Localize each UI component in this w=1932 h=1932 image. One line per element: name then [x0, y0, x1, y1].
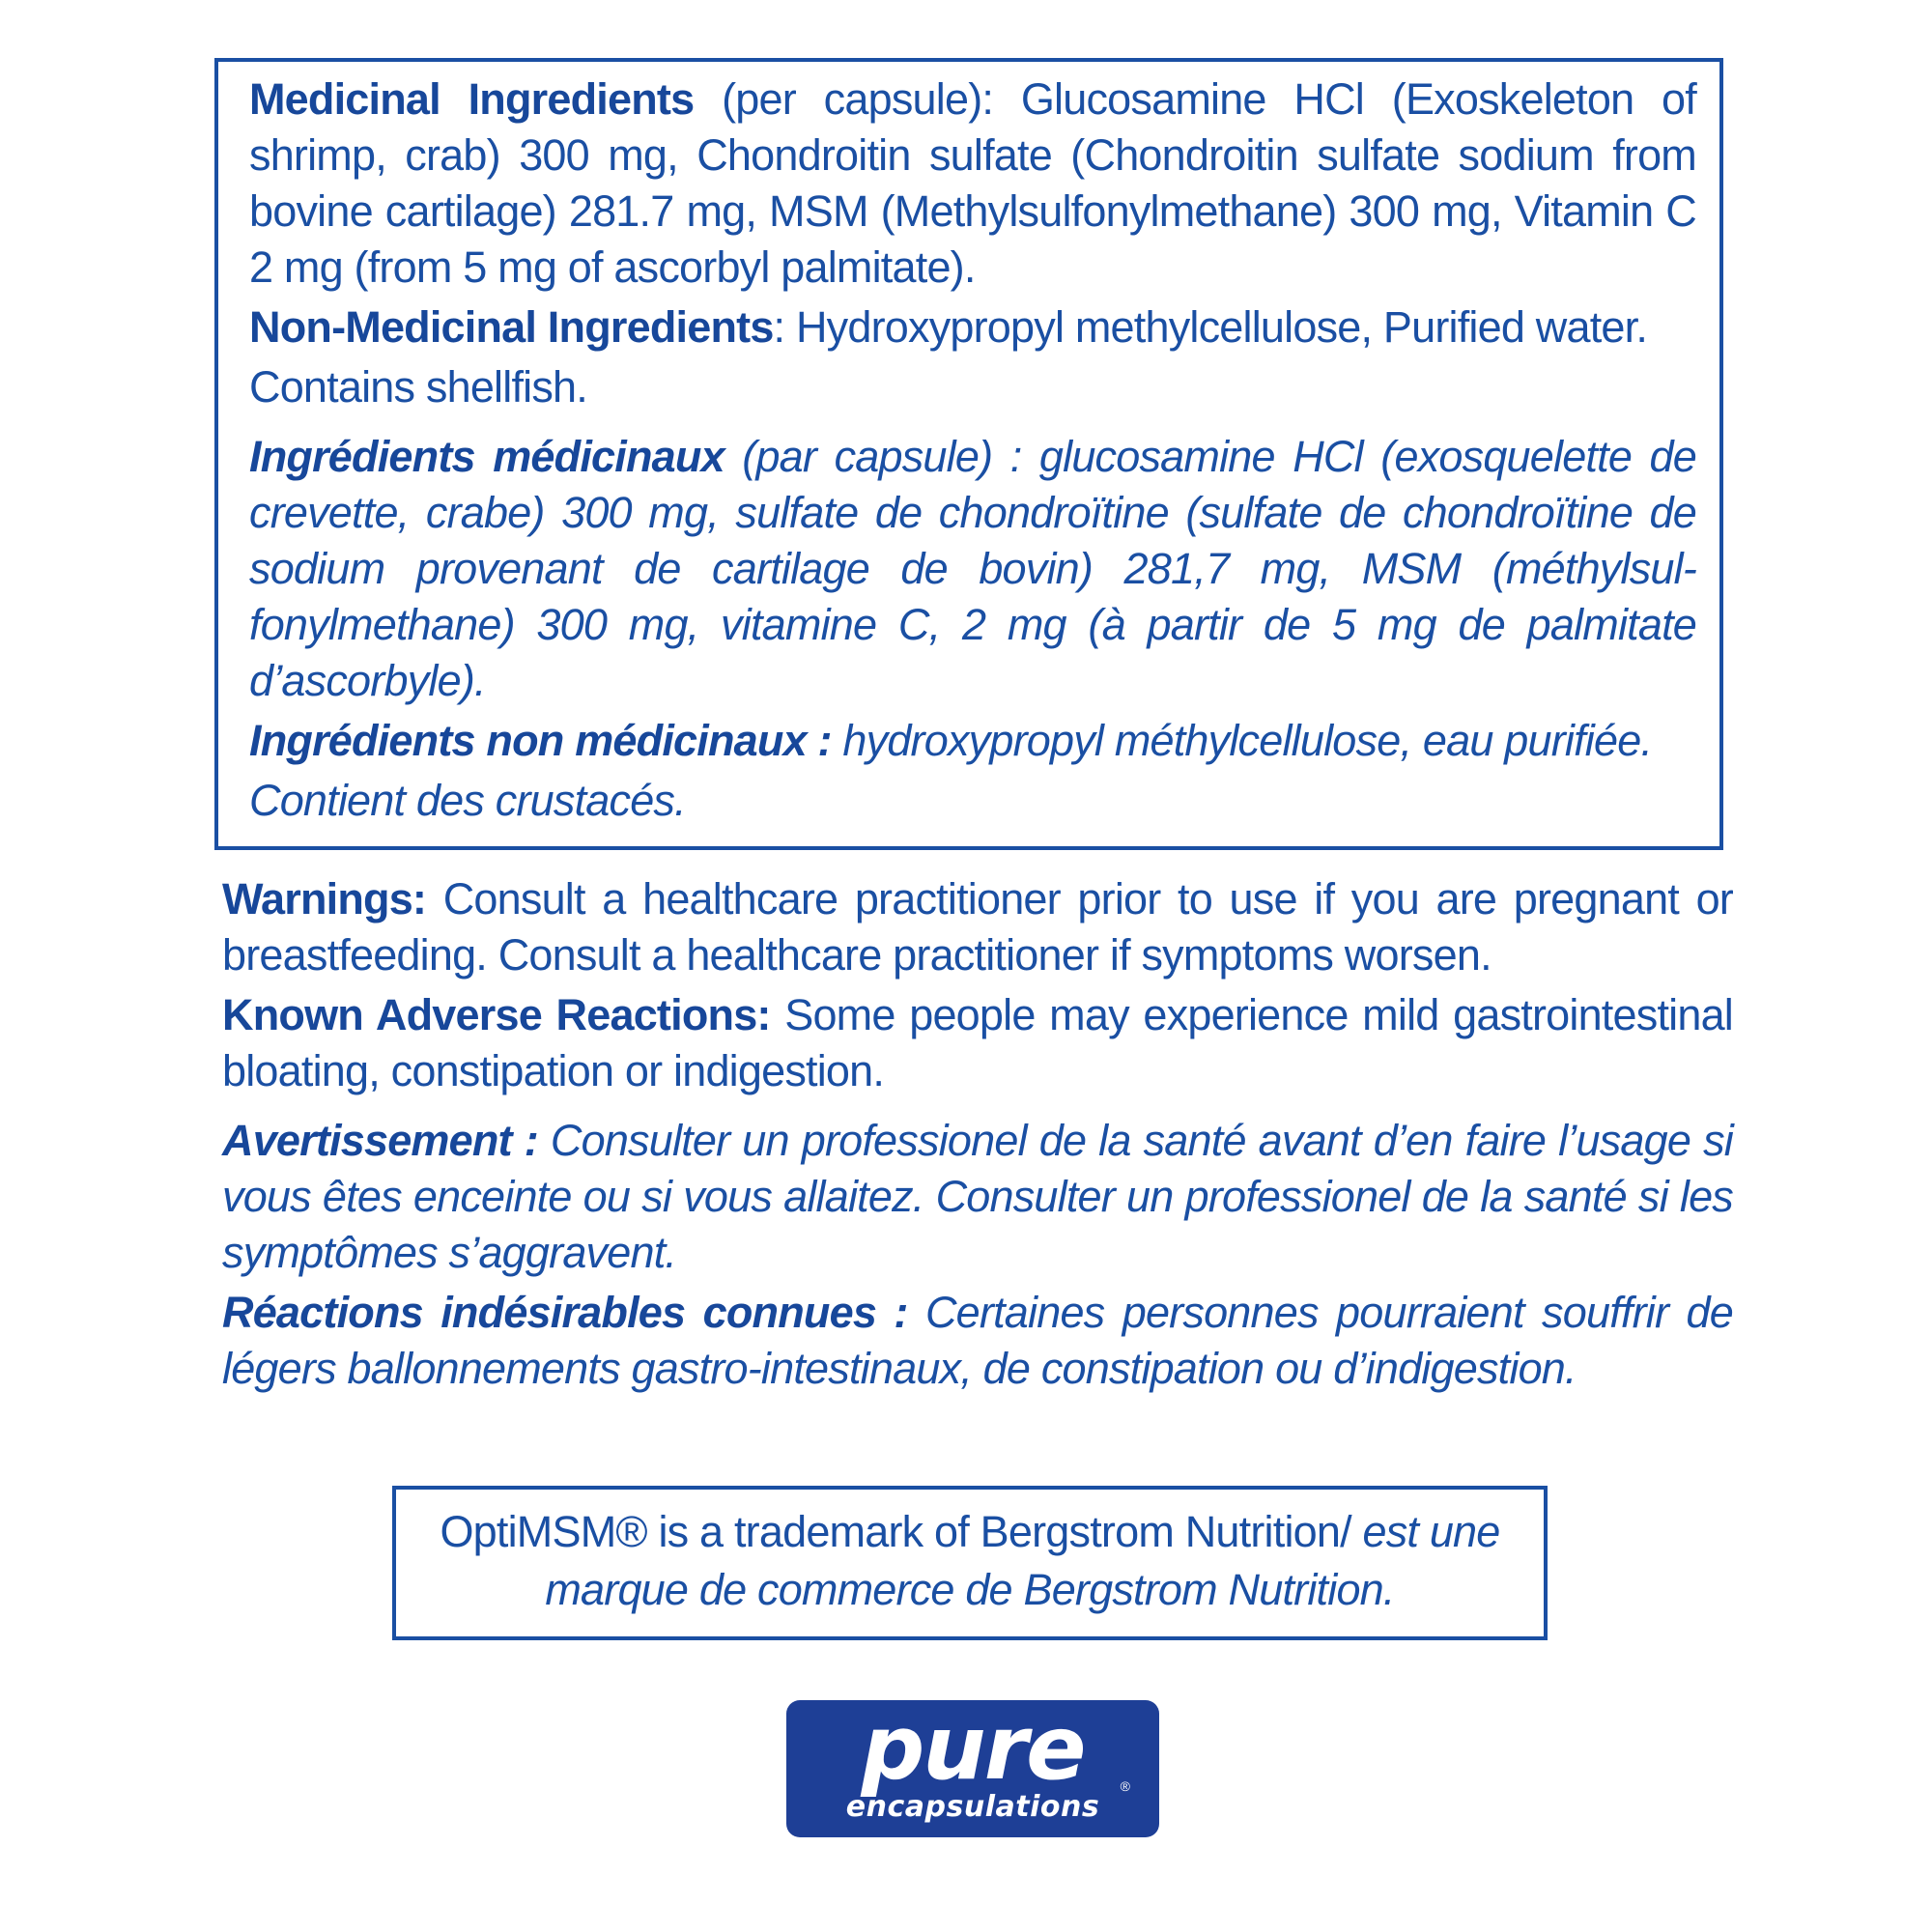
warnings-section — [222, 871, 1733, 1397]
en-contains: Contains shellfish. — [249, 362, 587, 412]
fr-warnings — [222, 1113, 1733, 1281]
trademark-notice — [392, 1486, 1548, 1640]
en-adverse-text: Some people may experience mild gastrointestinal bloating, constipation or indigestion. — [222, 990, 1733, 1095]
fr-medicinal-ingredients — [249, 429, 1696, 709]
en-adverse-label: Known Adverse Reactions: — [222, 990, 771, 1039]
en-medicinal-label: Medicinal Ingredients — [249, 74, 695, 124]
pure-encapsulations-logo — [786, 1696, 1159, 1837]
logo-wordmark: pure — [861, 1696, 1085, 1800]
en-nonmedicinal-label: Non-Medicinal Ingredients — [249, 302, 774, 352]
trademark-fr-text-line1: est une — [1350, 1507, 1500, 1556]
fr-adverse-label: Réactions indésirables connues : — [222, 1288, 908, 1337]
fr-nonmedicinal-label: Ingrédients non médicinaux : — [249, 716, 832, 765]
fr-warnings-text: Consulter un professionel de la santé avant d’en faire l’usage si vous êtes enceinte ou si vous allaitez. Consulter un professionel de la santé si les symptômes s’aggravent. — [222, 1116, 1733, 1277]
trademark-en-text: OptiMSM® is a trademark of Bergstrom Nutrition/ — [440, 1507, 1351, 1556]
en-nonmedicinal-ingredients — [249, 299, 1696, 355]
fr-contains: Contient des crustacés. — [249, 776, 686, 825]
logo-subtitle: encapsulations — [845, 1790, 1100, 1824]
en-warnings — [222, 871, 1733, 983]
logo-registered-mark: ® — [1120, 1778, 1130, 1794]
ingredients-box — [214, 58, 1723, 850]
en-medicinal-text: (per capsule): Glucosamine HCl (Exoskeleton of shrimp, crab) 300 mg, Chondroitin sulfate (Chondroitin sulfate sodium from bovine cartilage) 281.7 mg, MSM (Methylsulfonylmethane) 300 mg, Vitamin C 2 mg (from 5 mg of ascorbyl palmitate). — [249, 74, 1696, 292]
fr-medicinal-label: Ingrédients médicinaux — [249, 432, 724, 481]
en-medicinal-ingredients — [249, 71, 1696, 296]
trademark-fr-text-line2: marque de commerce de Bergstrom Nutrition. — [545, 1565, 1395, 1614]
en-nonmedicinal-text: : Hydroxypropyl methylcellulose, Purified water. — [773, 302, 1648, 352]
fr-nonmedicinal-ingredients — [249, 713, 1696, 769]
en-warnings-label: Warnings: — [222, 874, 427, 923]
fr-adverse-text: Certaines personnes pourraient souffrir de légers ballonnements gastro-intestinaux, de constipation ou d’indigestion. — [222, 1288, 1733, 1393]
en-adverse-reactions — [222, 987, 1733, 1099]
fr-medicinal-text: (par capsule) : glucosamine HCl (exosquelette de crevette, crabe) 300 mg, sulfate de chondroïtine (sulfate de chondroïtine de sodium provenant de cartilage de bovin) 281,7 mg, MSM (méthylsul-fonylmethane) 300 mg, vitamine C, 2 mg (à partir de 5 mg de palmitate d’ascorbyle). — [249, 432, 1696, 705]
fr-nonmedicinal-text: hydroxypropyl méthylcellulose, eau purifiée. — [831, 716, 1653, 765]
fr-warnings-label: Avertissement : — [222, 1116, 538, 1165]
en-warnings-text: Consult a healthcare practitioner prior to use if you are pregnant or breastfeeding. Consult a healthcare practitioner if symptoms worsen. — [222, 874, 1733, 980]
fr-adverse-reactions — [222, 1285, 1733, 1397]
